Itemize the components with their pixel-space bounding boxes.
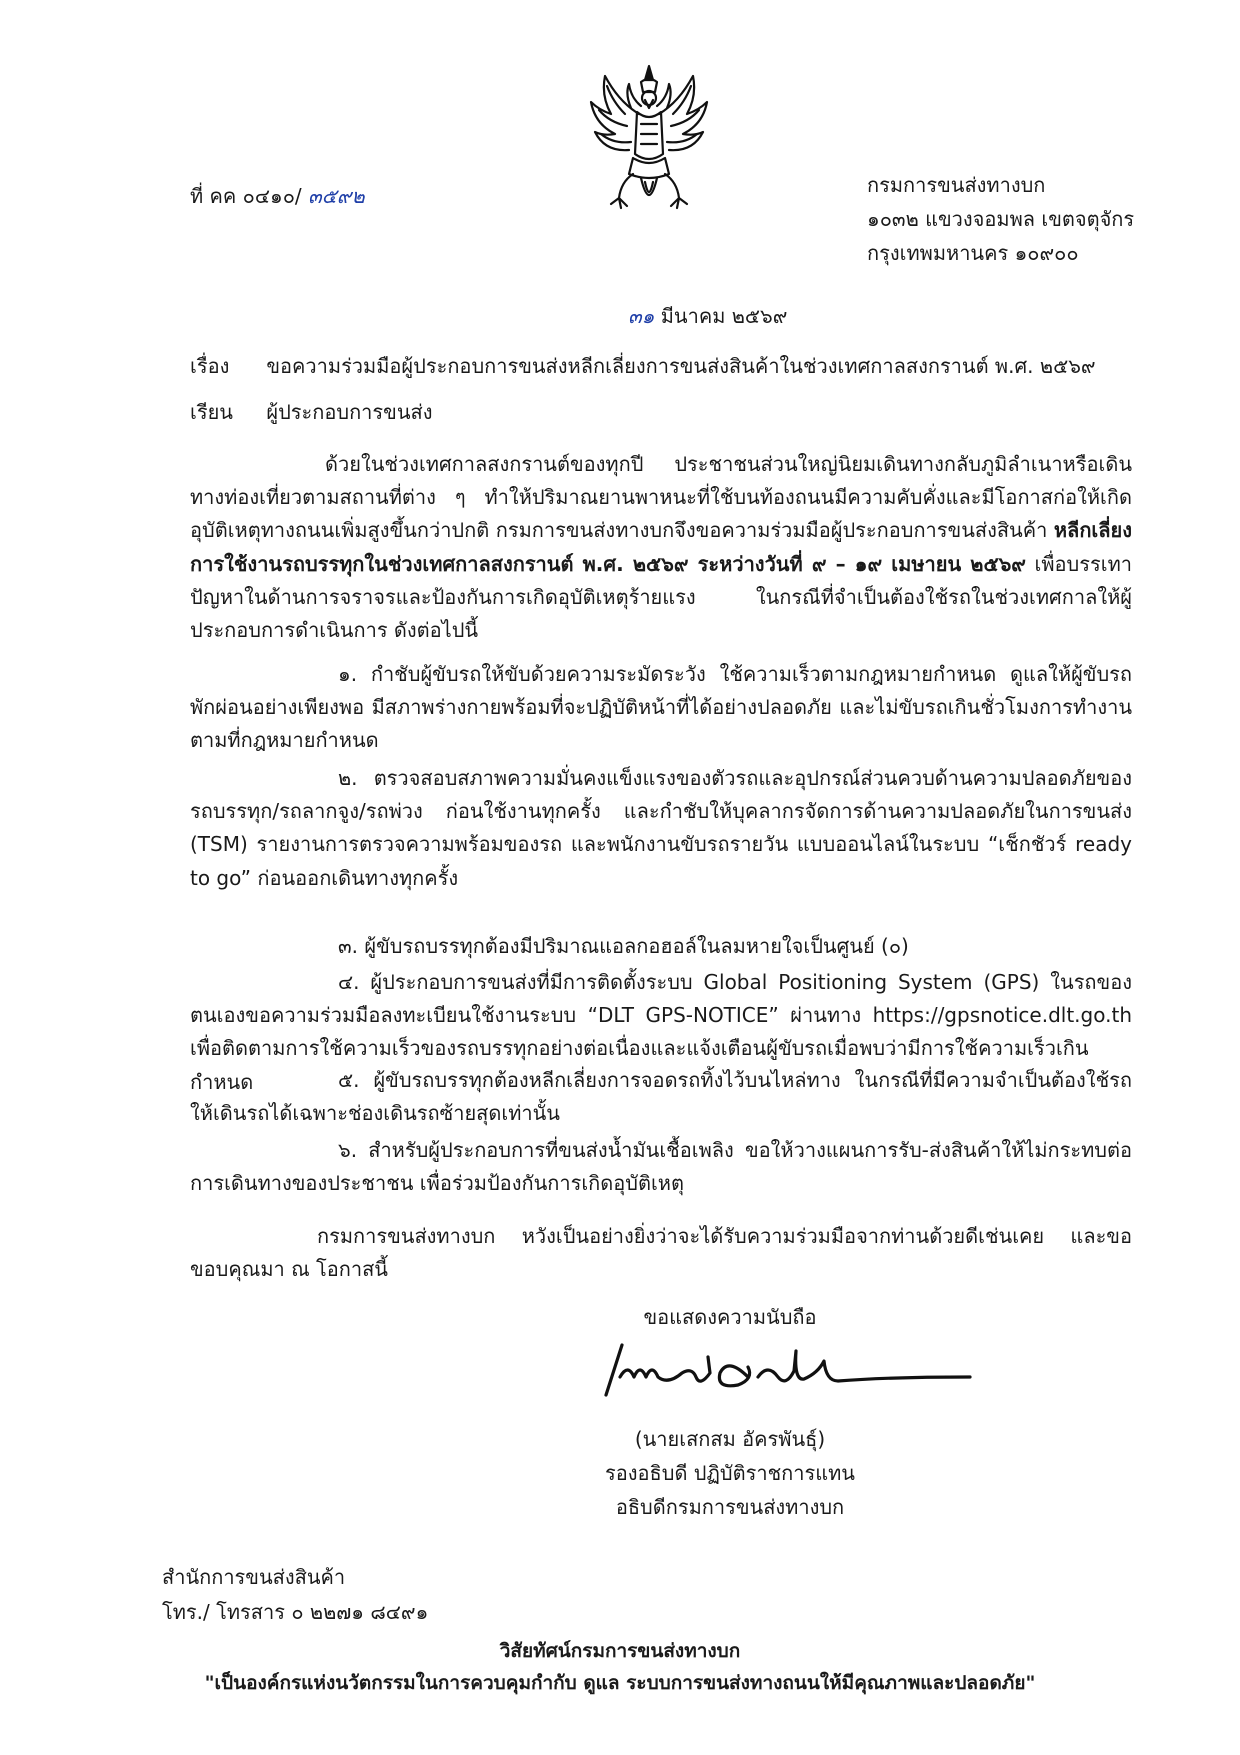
sender-address-line-3: กรุงเทพมหานคร ๑๐๙๐๐: [867, 241, 1079, 265]
reference-prefix: ที่ คค ๐๔๑๐/: [190, 184, 302, 208]
subject-label: เรื่อง: [190, 354, 230, 378]
list-item-3: ๓. ผู้ขับรถบรรทุกต้องมีปริมาณแอลกอฮอล์ในลมหายใจเป็นศูนย์ (๐): [338, 934, 909, 958]
list-item-6: ๖. สำหรับผู้ประกอบการที่ขนส่งน้ำมันเชื้อเพลิง ขอให้วางแผนการรับ-ส่งสินค้าให้ไม่กระทบต่อการเดินทางของประชาชน เพื่อร่วมป้องกันการเกิดอุบัติเหตุ: [190, 1138, 1132, 1196]
list-item-1: ๑. กำชับผู้ขับรถให้ขับด้วยความระมัดระวัง ใช้ความเร็วตามกฎหมายกำหนด ดูแลให้ผู้ขับรถพักผ่อนอย่างเพียงพอ มีสภาพร่างกายพร้อมที่จะปฏิบัติหน้าที่ได้อย่างปลอดภัย และไม่ขับรถเกินชั่วโมงการทำงานตามที่กฎหมายกำหนด: [190, 662, 1132, 753]
intro-text-part-1: ด้วยในช่วงเทศกาลสงกรานต์ของทุกปี ประชาชนส่วนใหญ่นิยมเดินทางกลับภูมิลำเนาหรือเดินทางท่องเที่ยวตามสถานที่ต่าง ๆ ทำให้ปริมาณยานพาหนะที่ใช้บนท้องถนนมีความคับคั่งและมีโอกาสก่อให้เกิดอุบัติเหตุทางถนนเพิ่มสูงขึ้นกว่าปกติ กรมการขนส่งทางบกจึงขอความร่วมมือผู้ประกอบการขนส่งสินค้า: [190, 452, 1132, 543]
handwritten-signature: [598, 1337, 978, 1427]
recipient-text: ผู้ประกอบการขนส่ง: [266, 400, 433, 424]
subject-line: [190, 350, 1096, 382]
intro-bold-text: หลีกเลี่ยงการใช้งานรถบรรทุกในช่วงเทศกาลสงกรานต์ พ.ศ. ๒๕๖๙ ระหว่างวันที่ ๙ – ๑๙ เมษายน ๒๕๖๙: [190, 518, 1132, 576]
closing-paragraph: กรมการขนส่งทางบก หวังเป็นอย่างยิ่งว่าจะได้รับความร่วมมือจากท่านด้วยดีเช่นเคย และขอขอบคุณมา ณ โอกาสนี้: [190, 1224, 1132, 1282]
list-item-4: ๔. ผู้ประกอบการขนส่งที่มีการติดตั้งระบบ Global Positioning System (GPS) ในรถของตนเองขอความร่วมมือลงทะเบียนใช้งานระบบ “DLT GPS-NOTICE” ผ่านทาง https://gpsnotice.dlt.go.th เพื่อติดตามการใช้ความเร็วของรถบรรทุกอย่างต่อเนื่องและแจ้งเตือนผู้ขับรถเมื่อพบว่ามีการใช้ความเร็วเกินกำหนด: [190, 970, 1132, 1094]
date-day-handwritten: ๓๑: [628, 304, 655, 328]
signer-name: (นายเสกสม อัครพันธุ์): [634, 1427, 826, 1451]
sender-address-line-1: กรมการขนส่งทางบก: [867, 173, 1046, 197]
reference-number: [190, 180, 365, 212]
date-month-year: มีนาคม ๒๕๖๙: [660, 304, 788, 328]
list-item-5: ๕. ผู้ขับรถบรรทุกต้องหลีกเลี่ยงการจอดรถทิ้งไว้บนไหล่ทาง ในกรณีที่มีความจำเป็นต้องใช้รถให้เดินรถได้เฉพาะช่องเดินรถซ้ายสุดเท่านั้น: [190, 1068, 1132, 1126]
signer-position-2: อธิบดีกรมการขนส่งทางบก: [615, 1495, 845, 1519]
reference-number-handwritten: ๓๕๙๒: [308, 184, 365, 208]
intro-text-part-2: เพื่อบรรเทาปัญหาในด้านการจราจรและป้องกันการเกิดอุบัติเหตุร้ายแรง ในกรณีที่จำเป็นต้องใช้รถในช่วงเทศกาลให้ผู้ประกอบการดำเนินการ ดังต่อไปนี้: [190, 551, 1132, 643]
sender-address-line-2: ๑๐๓๒ แขวงจอมพล เขตจตุจักร: [867, 207, 1135, 231]
recipient-label: เรียน: [190, 400, 233, 424]
phone-fax: โทร./ โทรสาร ๐ ๒๒๗๑ ๘๔๙๑: [162, 1600, 429, 1624]
subject-text: ขอความร่วมมือผู้ประกอบการขนส่งหลีกเลี่ยงการขนส่งสินค้าในช่วงเทศกาลสงกรานต์ พ.ศ. ๒๕๖๙: [266, 354, 1096, 378]
vision-title: วิสัยทัศน์กรมการขนส่งทางบก: [499, 1640, 741, 1662]
salutation: ขอแสดงความนับถือ: [643, 1305, 817, 1329]
letter-date: [628, 300, 787, 332]
signer-position-1: รองอธิบดี ปฏิบัติราชการแทน: [605, 1461, 855, 1485]
intro-paragraph: [190, 448, 1132, 647]
vision-statement: "เป็นองค์กรแห่งนวัตกรรมในการควบคุมกำกับ ดูแล ระบบการขนส่งทางถนนให้มีคุณภาพและปลอดภัย": [204, 1672, 1036, 1694]
garuda-emblem-icon: [585, 62, 713, 220]
list-item-2: ๒. ตรวจสอบสภาพความมั่นคงแข็งแรงของตัวรถและอุปกรณ์ส่วนควบด้านความปลอดภัยของรถบรรทุก/รถลากจูง/รถพ่วง ก่อนใช้งานทุกครั้ง และกำชับให้บุคลากรจัดการด้านความปลอดภัยในการขนส่ง (TSM) รายงานการตรวจความพร้อมของรถ และพนักงานขับรถรายวัน แบบออนไลน์ในระบบ “เช็กชัวร์ ready to go” ก่อนออกเดินทางทุกครั้ง: [190, 766, 1132, 890]
recipient-line: [190, 396, 432, 428]
office-name: สำนักการขนส่งสินค้า: [162, 1565, 346, 1589]
